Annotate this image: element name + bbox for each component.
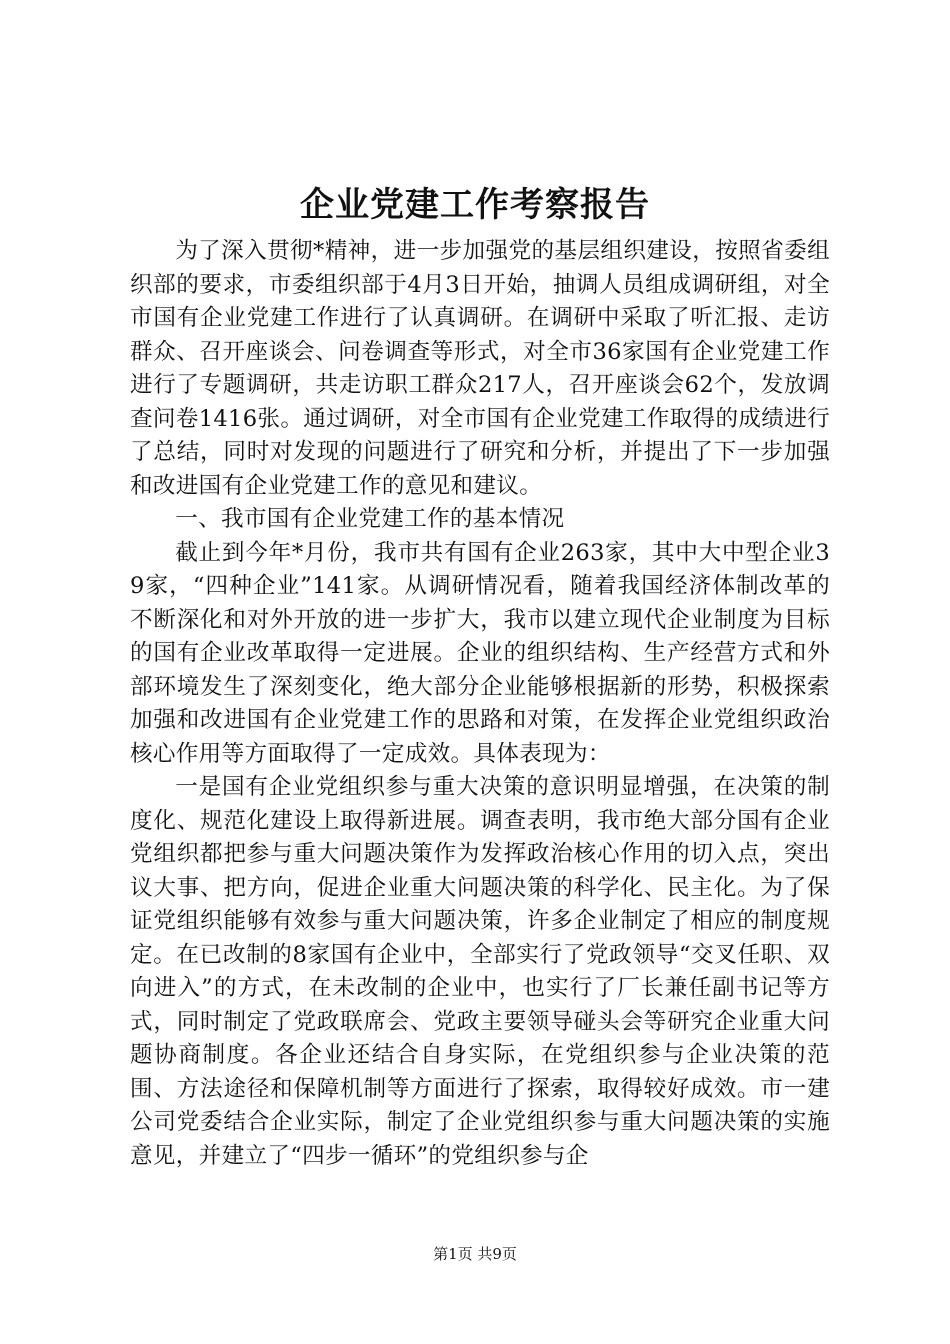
intro-paragraph: 为了深入贯彻*精神，进一步加强党的基层组织建设，按照省委组织部的要求，市委组织部于4月3日开始，抽调人员组成调研组，对全市国有企业党建工作进行了认真调研。在调研中采取了听汇报、走访群众、召开座谈会、问卷调查等形式，对全市36家国有企业党建工作进行了专题调研，共走访职工群众217人，召开座谈会62个，发放调查问卷1416张。通过调研，对全市国有企业党建工作取得的成绩进行了总结，同时对发现的问题进行了研究和分析，并提出了下一步加强和改进国有企业党建工作的意见和建议。 <box>130 238 830 499</box>
point-one-paragraph: 一是国有企业党组织参与重大决策的意识明显增强，在决策的制度化、规范化建设上取得新进展。调查表明，我市绝大部分国有企业党组织都把参与重大问题决策作为发挥政治核心作用的切入点，突出议大事、把方向，促进企业重大问题决策的科学化、民主化。为了保证党组织能够有效参与重大问题决策，许多企业制定了相应的制度规定。在已改制的8家国有企业中，全部实行了党政领导“交叉任职、双向进入”的方式，在未改制的企业中，也实行了厂长兼任副书记等方式，同时制定了党政联席会、党政主要领导碰头会等研究企业重大问题协商制度。各企业还结合自身实际，在党组织参与企业决策的范围、方法途径和保障机制等方面进行了探索，取得较好成效。市一建公司党委结合企业实际，制定了企业党组织参与重大问题决策的实施意见，并建立了“四步一循环”的党组织参与企 <box>130 774 830 1169</box>
document-body <box>130 235 830 1173</box>
document-title: 企业党建工作考察报告 <box>300 185 650 225</box>
situation-paragraph: 截止到今年*月份，我市共有国有企业263家，其中大中型企业39家，“四种企业”141家。从调研情况看，随着我国经济体制改革的不断深化和对外开放的进一步扩大，我市以建立现代企业制度为目标的国有企业改革取得一定进展。企业的组织结构、生产经营方式和外部环境发生了深刻变化，绝大部分企业能够根据新的形势，积极探索加强和改进国有企业党建工作的思路和对策，在发挥企业党组织政治核心作用等方面取得了一定成效。具体表现为： <box>130 539 830 767</box>
section-heading: 一、我市国有企业党建工作的基本情况 <box>175 506 565 532</box>
page-number-footer: 第1页 共9页 <box>433 1245 517 1263</box>
